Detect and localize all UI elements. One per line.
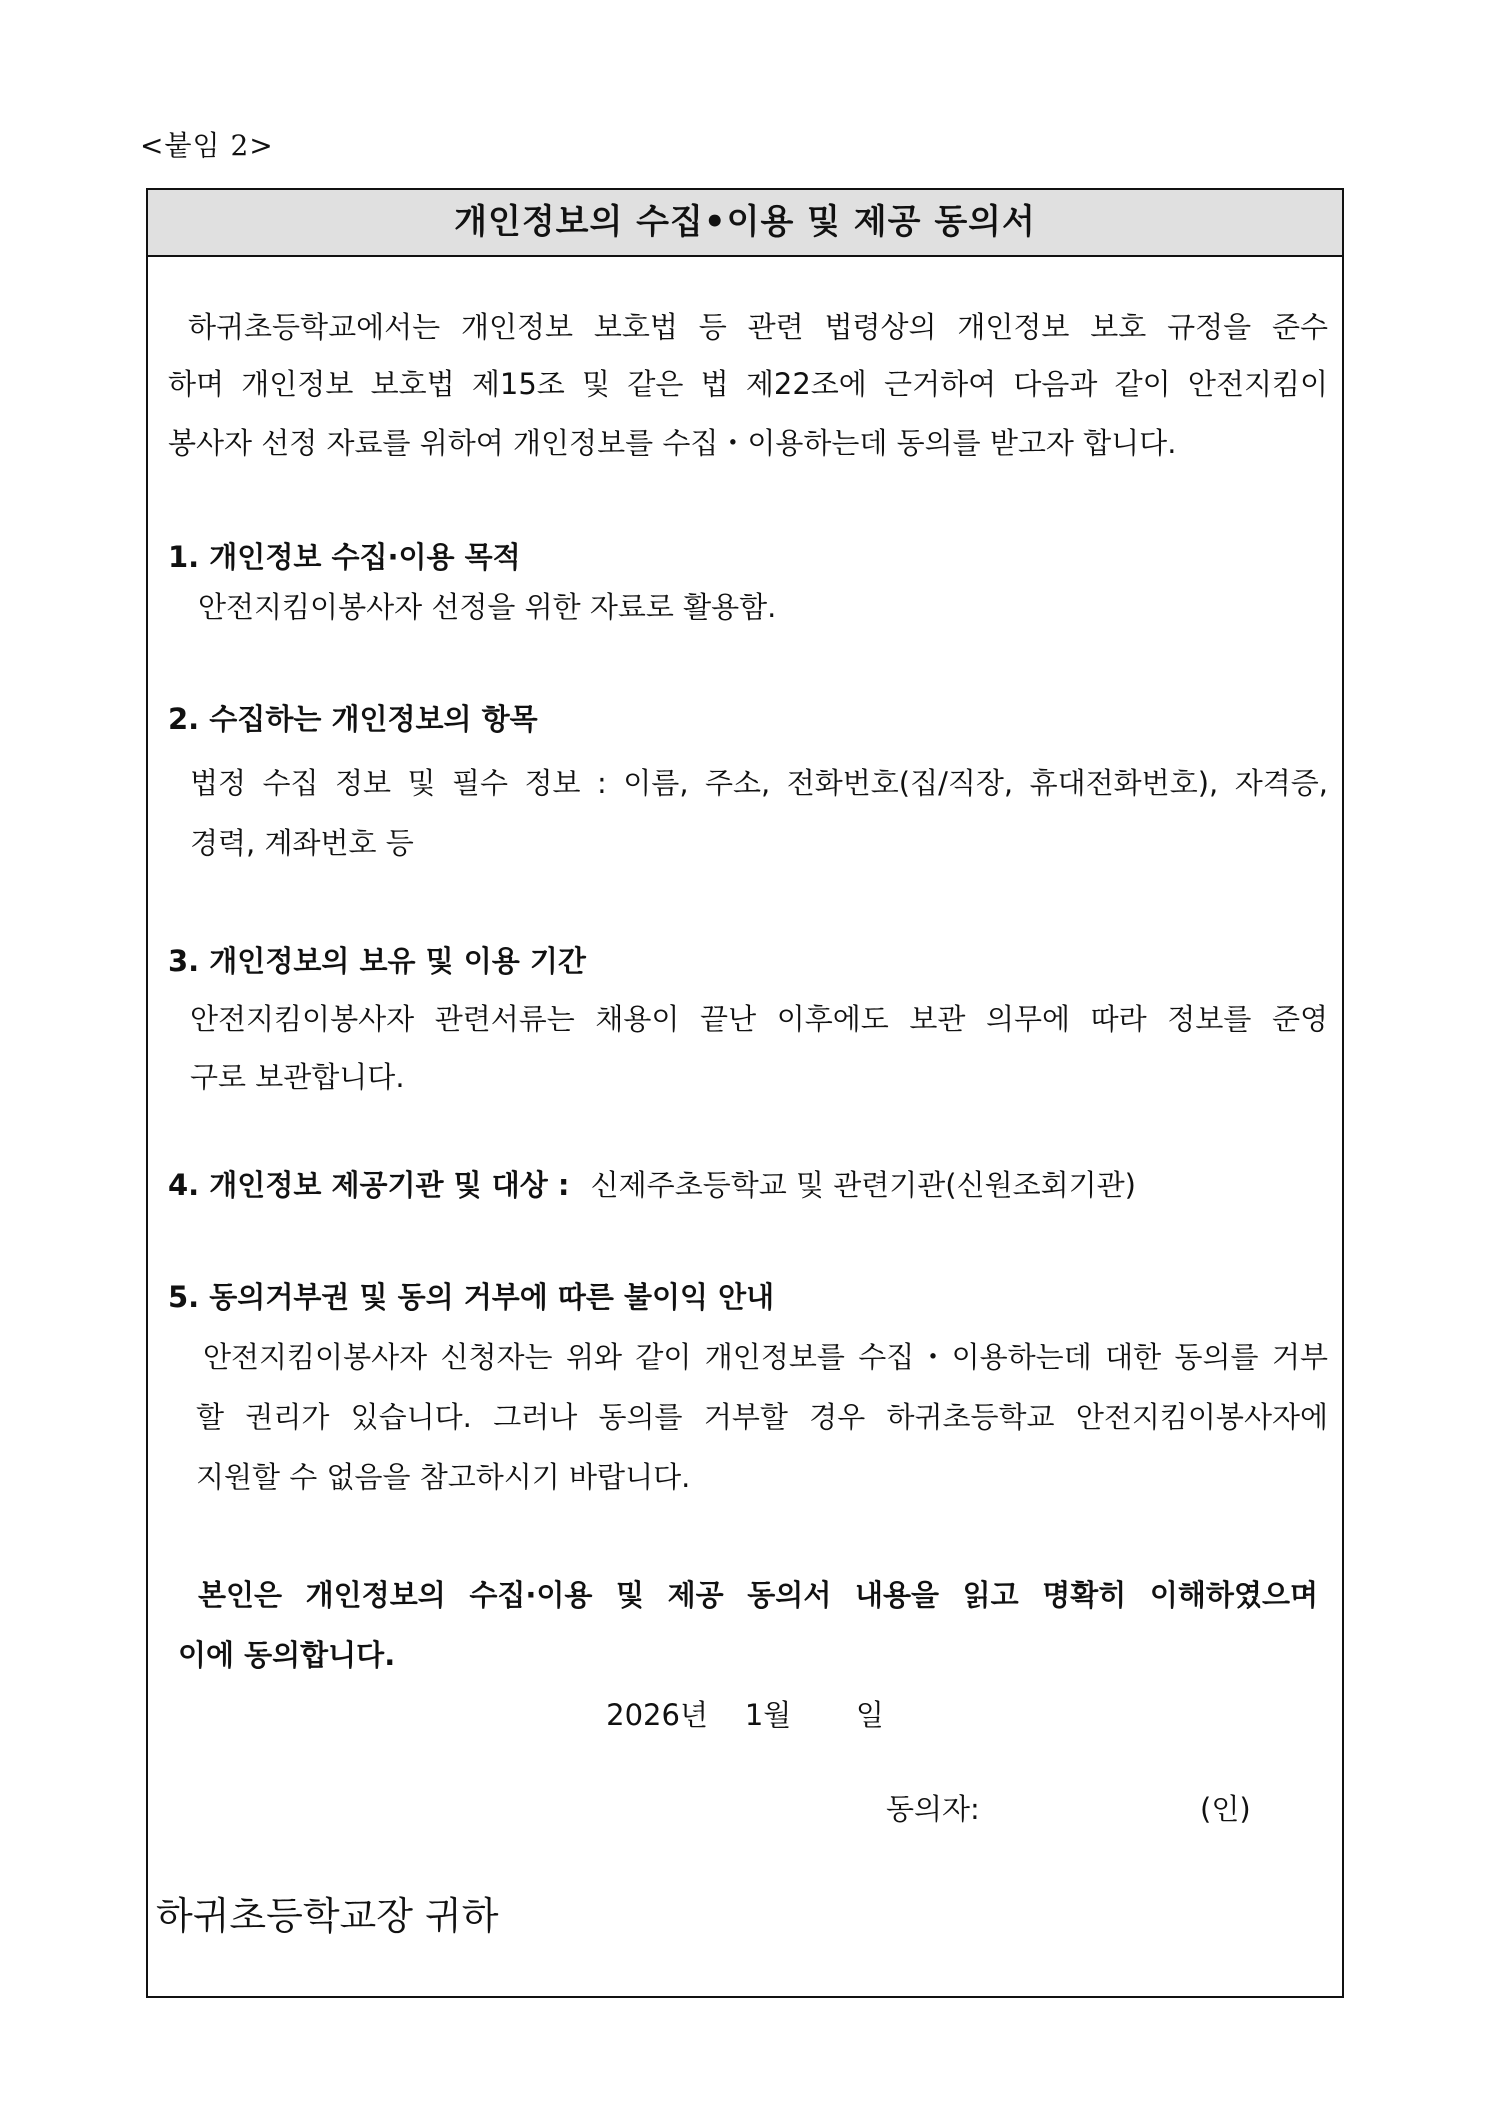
section-4-text: 신제주초등학교 및 관련기관(신원조회기관)	[590, 1168, 1136, 1202]
consent-line: 본인은 개인정보의 수집·이용 및 제공 동의서 내용을 읽고 명확히 이해하였으며	[198, 1578, 1318, 1612]
section-5-heading: 5. 동의거부권 및 동의 거부에 따른 불이익 안내	[168, 1280, 775, 1314]
section-2-heading: 2. 수집하는 개인정보의 항목	[168, 702, 538, 736]
section-4-heading: 4. 개인정보 제공기관 및 대상 :	[168, 1168, 570, 1202]
section-5-text: 지원할 수 없음을 참고하시기 바랍니다.	[196, 1460, 691, 1494]
section-1-text: 안전지킴이봉사자 선정을 위한 자료로 활용함.	[198, 590, 777, 624]
form-body	[148, 255, 1342, 1996]
section-3-heading: 3. 개인정보의 보유 및 이용 기간	[168, 944, 586, 978]
section-4-line	[168, 1163, 1136, 1204]
intro-line: 하며 개인정보 보호법 제15조 및 같은 법 제22조에 근거하여 다음과 같이 안전지킴이	[168, 367, 1328, 401]
consent-form	[146, 188, 1344, 1998]
section-2-text: 법정 수집 정보 및 필수 정보 : 이름, 주소, 전화번호(집/직장, 휴대전화번호), 자격증,	[190, 766, 1328, 800]
section-3-text: 안전지킴이봉사자 관련서류는 채용이 끝난 이후에도 보관 의무에 따라 정보를 준영	[190, 1002, 1328, 1036]
consent-line: 이에 동의합니다.	[178, 1638, 396, 1672]
addressee-line: 하귀초등학교장 귀하	[156, 1894, 499, 1938]
section-2-text: 경력, 계좌번호 등	[190, 826, 414, 860]
section-5-text: 할 권리가 있습니다. 그러나 동의를 거부할 경우 하귀초등학교 안전지킴이봉사자에	[196, 1400, 1328, 1434]
signer-label: 동의자:	[886, 1792, 980, 1826]
attachment-label: <붙임 2>	[140, 129, 274, 162]
intro-line: 하귀초등학교에서는 개인정보 보호법 등 관련 법령상의 개인정보 보호 규정을 준수	[188, 310, 1328, 344]
form-title: 개인정보의 수집•이용 및 제공 동의서	[148, 190, 1342, 257]
seal-mark: (인)	[1200, 1792, 1251, 1826]
date-line: 2026년 1월 일	[606, 1698, 884, 1732]
section-3-text: 구로 보관합니다.	[190, 1060, 405, 1094]
section-5-text: 안전지킴이봉사자 신청자는 위와 같이 개인정보를 수집・이용하는데 대한 동의를 거부	[203, 1340, 1328, 1374]
intro-line: 봉사자 선정 자료를 위하여 개인정보를 수집・이용하는데 동의를 받고자 합니다.	[168, 426, 1177, 460]
section-1-heading: 1. 개인정보 수집·이용 목적	[168, 540, 521, 574]
